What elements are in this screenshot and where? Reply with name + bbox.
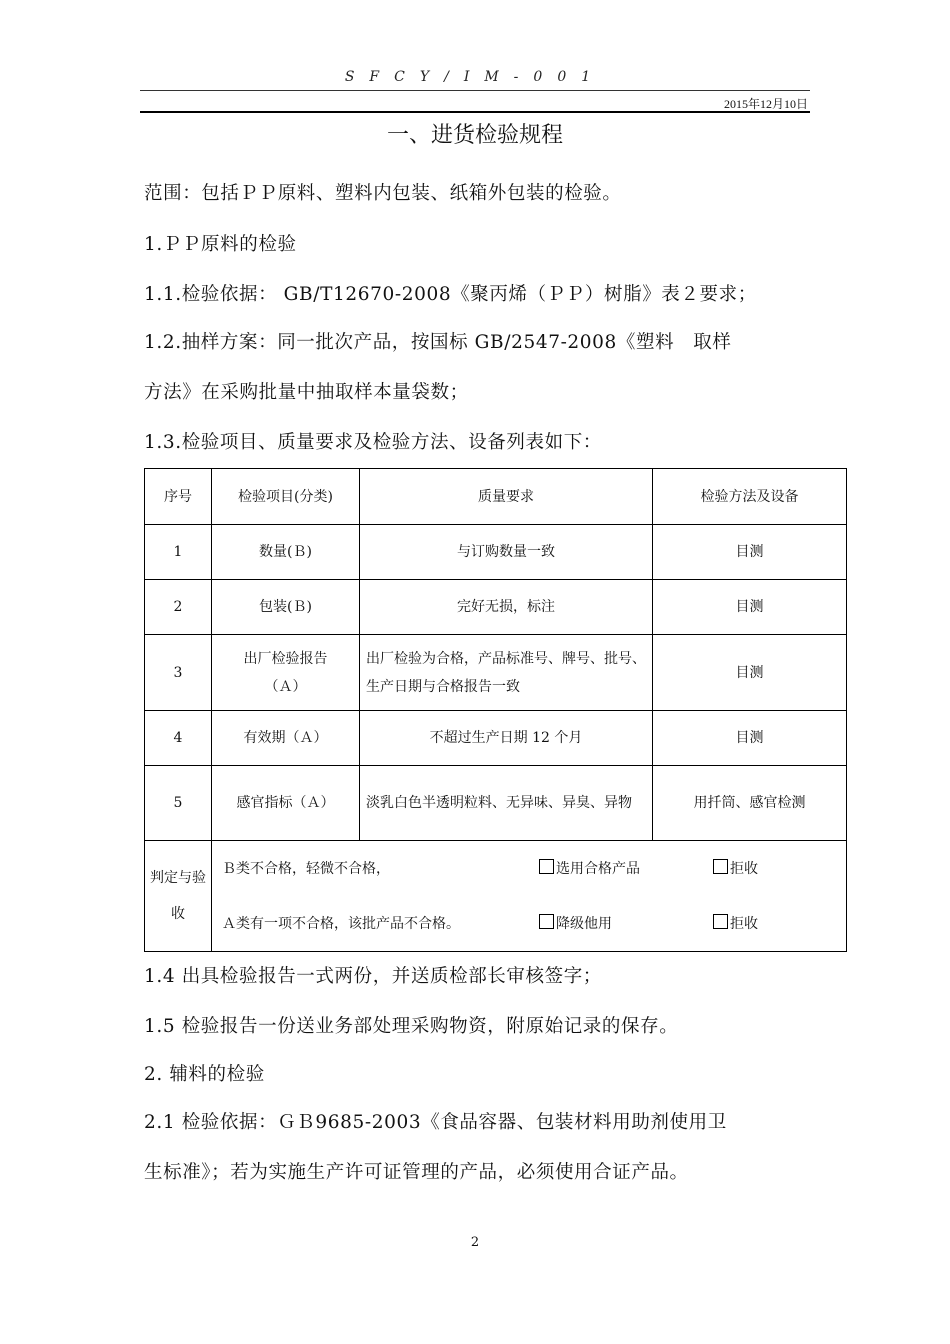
header-cell: 序号 xyxy=(145,469,212,525)
section-2-heading: 2. 辅料的检验 xyxy=(144,1064,265,1085)
document-code: SFCY/IM-001 xyxy=(344,69,606,85)
row-item: 出厂检验报告（Ａ） xyxy=(212,635,360,711)
row-number: 2 xyxy=(145,580,212,635)
header-rule xyxy=(140,90,810,91)
header-rule-thick xyxy=(140,111,810,113)
section-1-heading: 1.ＰＰ原料的检验 xyxy=(144,234,297,255)
row-item: 数量(Ｂ) xyxy=(212,525,360,580)
verdict-label: 判定与验收 xyxy=(145,841,212,952)
verdict-a-option-downgrade[interactable] xyxy=(539,910,612,938)
table-header-row xyxy=(145,469,847,525)
page-title: 一、进货检验规程 xyxy=(386,123,563,148)
row-item: 包装(Ｂ) xyxy=(212,580,360,635)
section-1-1: 1.1.检验依据： GB/T12670-2008《聚丙烯（ＰＰ）树脂》表２要求； xyxy=(144,284,757,305)
verdict-a-text: Ａ类有一项不合格，该批产品不合格。 xyxy=(222,916,460,932)
verdict-a-option-reject[interactable] xyxy=(713,910,758,938)
row-method: 目测 xyxy=(653,580,847,635)
row-item: 有效期（Ａ） xyxy=(212,711,360,766)
table-row xyxy=(145,635,847,711)
verdict-b-option-reject[interactable] xyxy=(713,855,758,883)
inspection-table xyxy=(144,468,847,952)
row-requirement: 与订购数量一致 xyxy=(360,525,653,580)
verdict-a-row xyxy=(212,896,846,951)
checkbox-icon[interactable] xyxy=(713,914,728,929)
page-number: 2 xyxy=(470,1235,480,1250)
section-2-1-line1: 2.1 检验依据：ＧＢ9685-2003《食品容器、包装材料用助剂使用卫 xyxy=(144,1112,727,1133)
header-cell: 检验方法及设备 xyxy=(653,469,847,525)
section-1-2-line1: 1.2.抽样方案：同一批次产品，按国标 GB/2547-2008《塑料 取样 xyxy=(144,332,732,353)
option-label: 选用合格产品 xyxy=(556,861,640,877)
row-requirement: 不超过生产日期 12 个月 xyxy=(360,711,653,766)
header-date: 2015年12月10日 xyxy=(723,97,808,111)
verdict-b-row xyxy=(212,841,846,896)
option-label: 拒收 xyxy=(730,916,758,932)
table-row xyxy=(145,525,847,580)
row-method: 用扦筒、感官检测 xyxy=(653,766,847,841)
row-requirement: 出厂检验为合格，产品标准号、牌号、批号、生产日期与合格报告一致 xyxy=(360,635,653,711)
row-requirement: 淡乳白色半透明粒料、无异味、异臭、异物 xyxy=(360,766,653,841)
section-1-2-line2: 方法》在采购批量中抽取样本量袋数； xyxy=(144,382,469,403)
row-method: 目测 xyxy=(653,711,847,766)
checkbox-icon[interactable] xyxy=(713,859,728,874)
checkbox-icon[interactable] xyxy=(539,859,554,874)
verdict-b-option-accept[interactable] xyxy=(539,855,640,883)
section-1-5: 1.5 检验报告一份送业务部处理采购物资，附原始记录的保存。 xyxy=(144,1016,679,1037)
section-1-3: 1.3.检验项目、质量要求及检验方法、设备列表如下： xyxy=(144,432,602,453)
verdict-options xyxy=(212,841,847,952)
verdict-b-text: Ｂ类不合格，轻微不合格， xyxy=(222,861,390,877)
section-1-4: 1.4 出具检验报告一式两份，并送质检部长审核签字； xyxy=(144,966,602,987)
row-number: 5 xyxy=(145,766,212,841)
table-row xyxy=(145,766,847,841)
table-row xyxy=(145,580,847,635)
option-label: 拒收 xyxy=(730,861,758,877)
verdict-row xyxy=(145,841,847,952)
row-method: 目测 xyxy=(653,635,847,711)
row-number: 3 xyxy=(145,635,212,711)
header-cell: 检验项目(分类) xyxy=(212,469,360,525)
scope-paragraph: 范围：包括ＰＰ原料、塑料内包装、纸箱外包装的检验。 xyxy=(144,183,622,204)
row-number: 4 xyxy=(145,711,212,766)
table-row xyxy=(145,711,847,766)
row-item: 感官指标（Ａ） xyxy=(212,766,360,841)
section-2-1-line2: 生标准》；若为实施生产许可证管理的产品，必须使用合证产品。 xyxy=(144,1162,689,1183)
header-cell: 质量要求 xyxy=(360,469,653,525)
row-method: 目测 xyxy=(653,525,847,580)
checkbox-icon[interactable] xyxy=(539,914,554,929)
option-label: 降级他用 xyxy=(556,916,612,932)
row-number: 1 xyxy=(145,525,212,580)
row-requirement: 完好无损，标注 xyxy=(360,580,653,635)
